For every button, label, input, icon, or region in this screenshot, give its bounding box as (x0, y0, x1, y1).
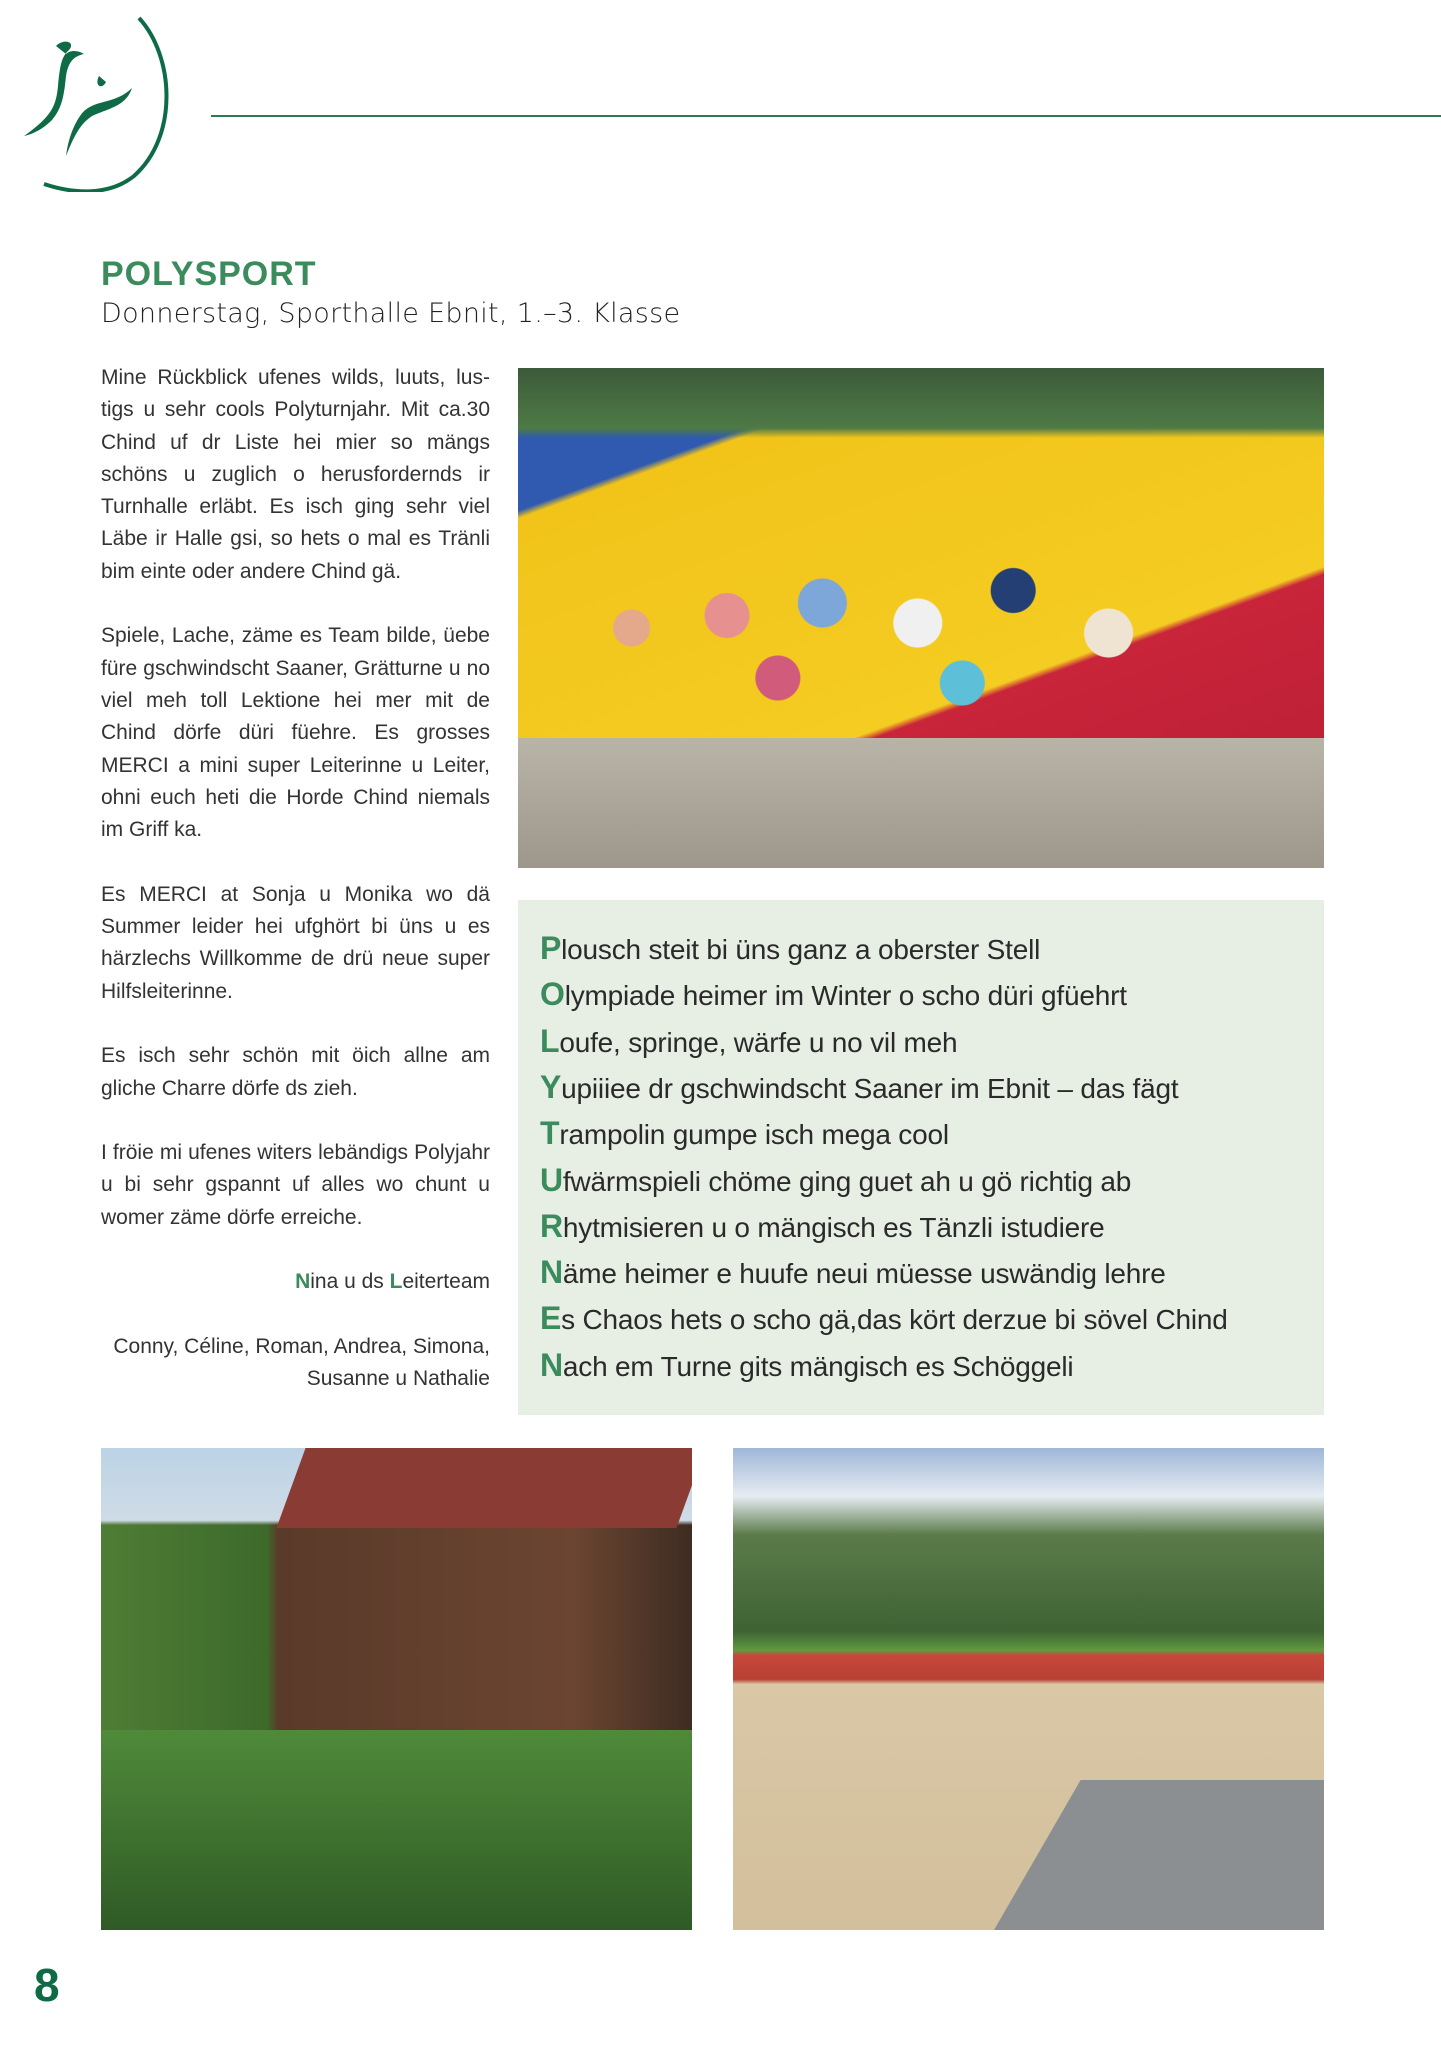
paragraph: Es MERCI at Sonja u Monika wo dä Summer leider hei ufghört bi üns u es härzlechs Willkomme de drü neue super Hilfsleiterinne. (101, 882, 490, 1003)
poem-initial: T (540, 1115, 560, 1152)
poem-line (540, 930, 1040, 967)
poem-initial: N (540, 1346, 563, 1383)
signature-initial: N (295, 1270, 311, 1294)
poem-initial: E (540, 1300, 562, 1337)
poem-initial: N (540, 1254, 563, 1291)
signature (101, 1266, 490, 1298)
photo-kids-at-stream (101, 1448, 692, 1930)
poem-line-text: ach em Turne gits mängisch es Schöggeli (562, 1350, 1074, 1382)
poem-line (540, 1300, 1228, 1337)
paragraph: Mine Rückblick ufenes wilds, luuts, lustigs u sehr cools Polyturnjahr. Mit ca.30 Chind uf dr Liste hei mier so mängs schöns u zuglich o herusfordernds ir Turnhalle erläbt. Es isch ging sehr viel Läbe ir Halle gsi, so hets o mal es Tränli bim einte oder andere Chind gä. (101, 366, 490, 583)
signature-text: ina u ds (310, 1270, 390, 1294)
team-names: Conny, Céline, Roman, Andrea, Simona, Susanne u Nathalie (113, 1334, 490, 1391)
poem-line-text: hytmisieren u o mängisch es Tänzli istudiere (562, 1211, 1105, 1243)
photo-kids-in-sandpit (733, 1448, 1324, 1930)
poem-line (540, 1208, 1105, 1245)
poem-line (540, 1254, 1166, 1291)
poem-initial: R (540, 1207, 563, 1244)
poem-line-text: s Chaos hets o scho gä,das kört derzue bi sövel Chind (561, 1304, 1228, 1336)
page-number: 8 (34, 1959, 60, 2011)
signature-initial: L (389, 1270, 403, 1294)
paragraph: Es isch sehr schön mit öich allne am gliche Charre dörfe ds zieh. (101, 1044, 490, 1100)
header-rule (211, 115, 1441, 117)
paragraph: I fröie mi ufenes witers lebändigs Polyjahr u bi sehr gspannt uf alles wo chunt u womer zäme dörfe erreiche. (101, 1141, 490, 1229)
poem-line (540, 976, 1127, 1013)
poem-line-text: äme heimer e huufe neui müesse uswändig lehre (562, 1258, 1166, 1290)
poem-line-text: fwärmspieli chöme ging guet ah u gö richtig ab (562, 1165, 1132, 1197)
poem-line-text: rampolin gumpe isch mega cool (559, 1119, 949, 1151)
poem-initial: U (540, 1161, 563, 1198)
paragraph: Spiele, Lache, zäme es Team bilde, üebe füre gschwindscht Saaner, Grätturne u no viel meh toll Lektione hei mer mit de Chind dörfe düri füehre. Es grosses MERCI a mini super Leiterinne u Leiter, ohni euch heti die Horde Chind niemals im Griff ka. (101, 624, 490, 842)
poem-line-text: oufe, springe, wärfe u no vil meh (559, 1026, 958, 1058)
acrostic-poem-box (518, 900, 1324, 1415)
poem-initial: Y (540, 1068, 562, 1105)
signature-text: eiterteam (402, 1270, 490, 1294)
poem-line (540, 1162, 1131, 1199)
club-logo (14, 16, 189, 192)
poem-initial: L (540, 1022, 560, 1059)
photo-kids-on-air-cushion (518, 368, 1324, 868)
poem-line (540, 1023, 957, 1060)
section-title: POLYSPORT (101, 255, 317, 293)
section-subtitle: Donnerstag, Sporthalle Ebnit, 1.–3. Klasse (101, 298, 681, 329)
poem-line (540, 1115, 949, 1152)
poem-initial: O (540, 976, 565, 1013)
poem-line (540, 1347, 1073, 1384)
poem-initial: P (540, 930, 562, 966)
poem-line-text: lousch steit bi üns ganz a oberster Stell (561, 934, 1041, 965)
poem-line-text: upiiiee dr gschwindscht Saaner im Ebnit – das fägt (561, 1072, 1179, 1104)
poem-line-text: lympiade heimer im Winter o scho düri gfüehrt (564, 980, 1127, 1012)
poem-line (540, 1069, 1178, 1106)
article-body (101, 362, 490, 1428)
